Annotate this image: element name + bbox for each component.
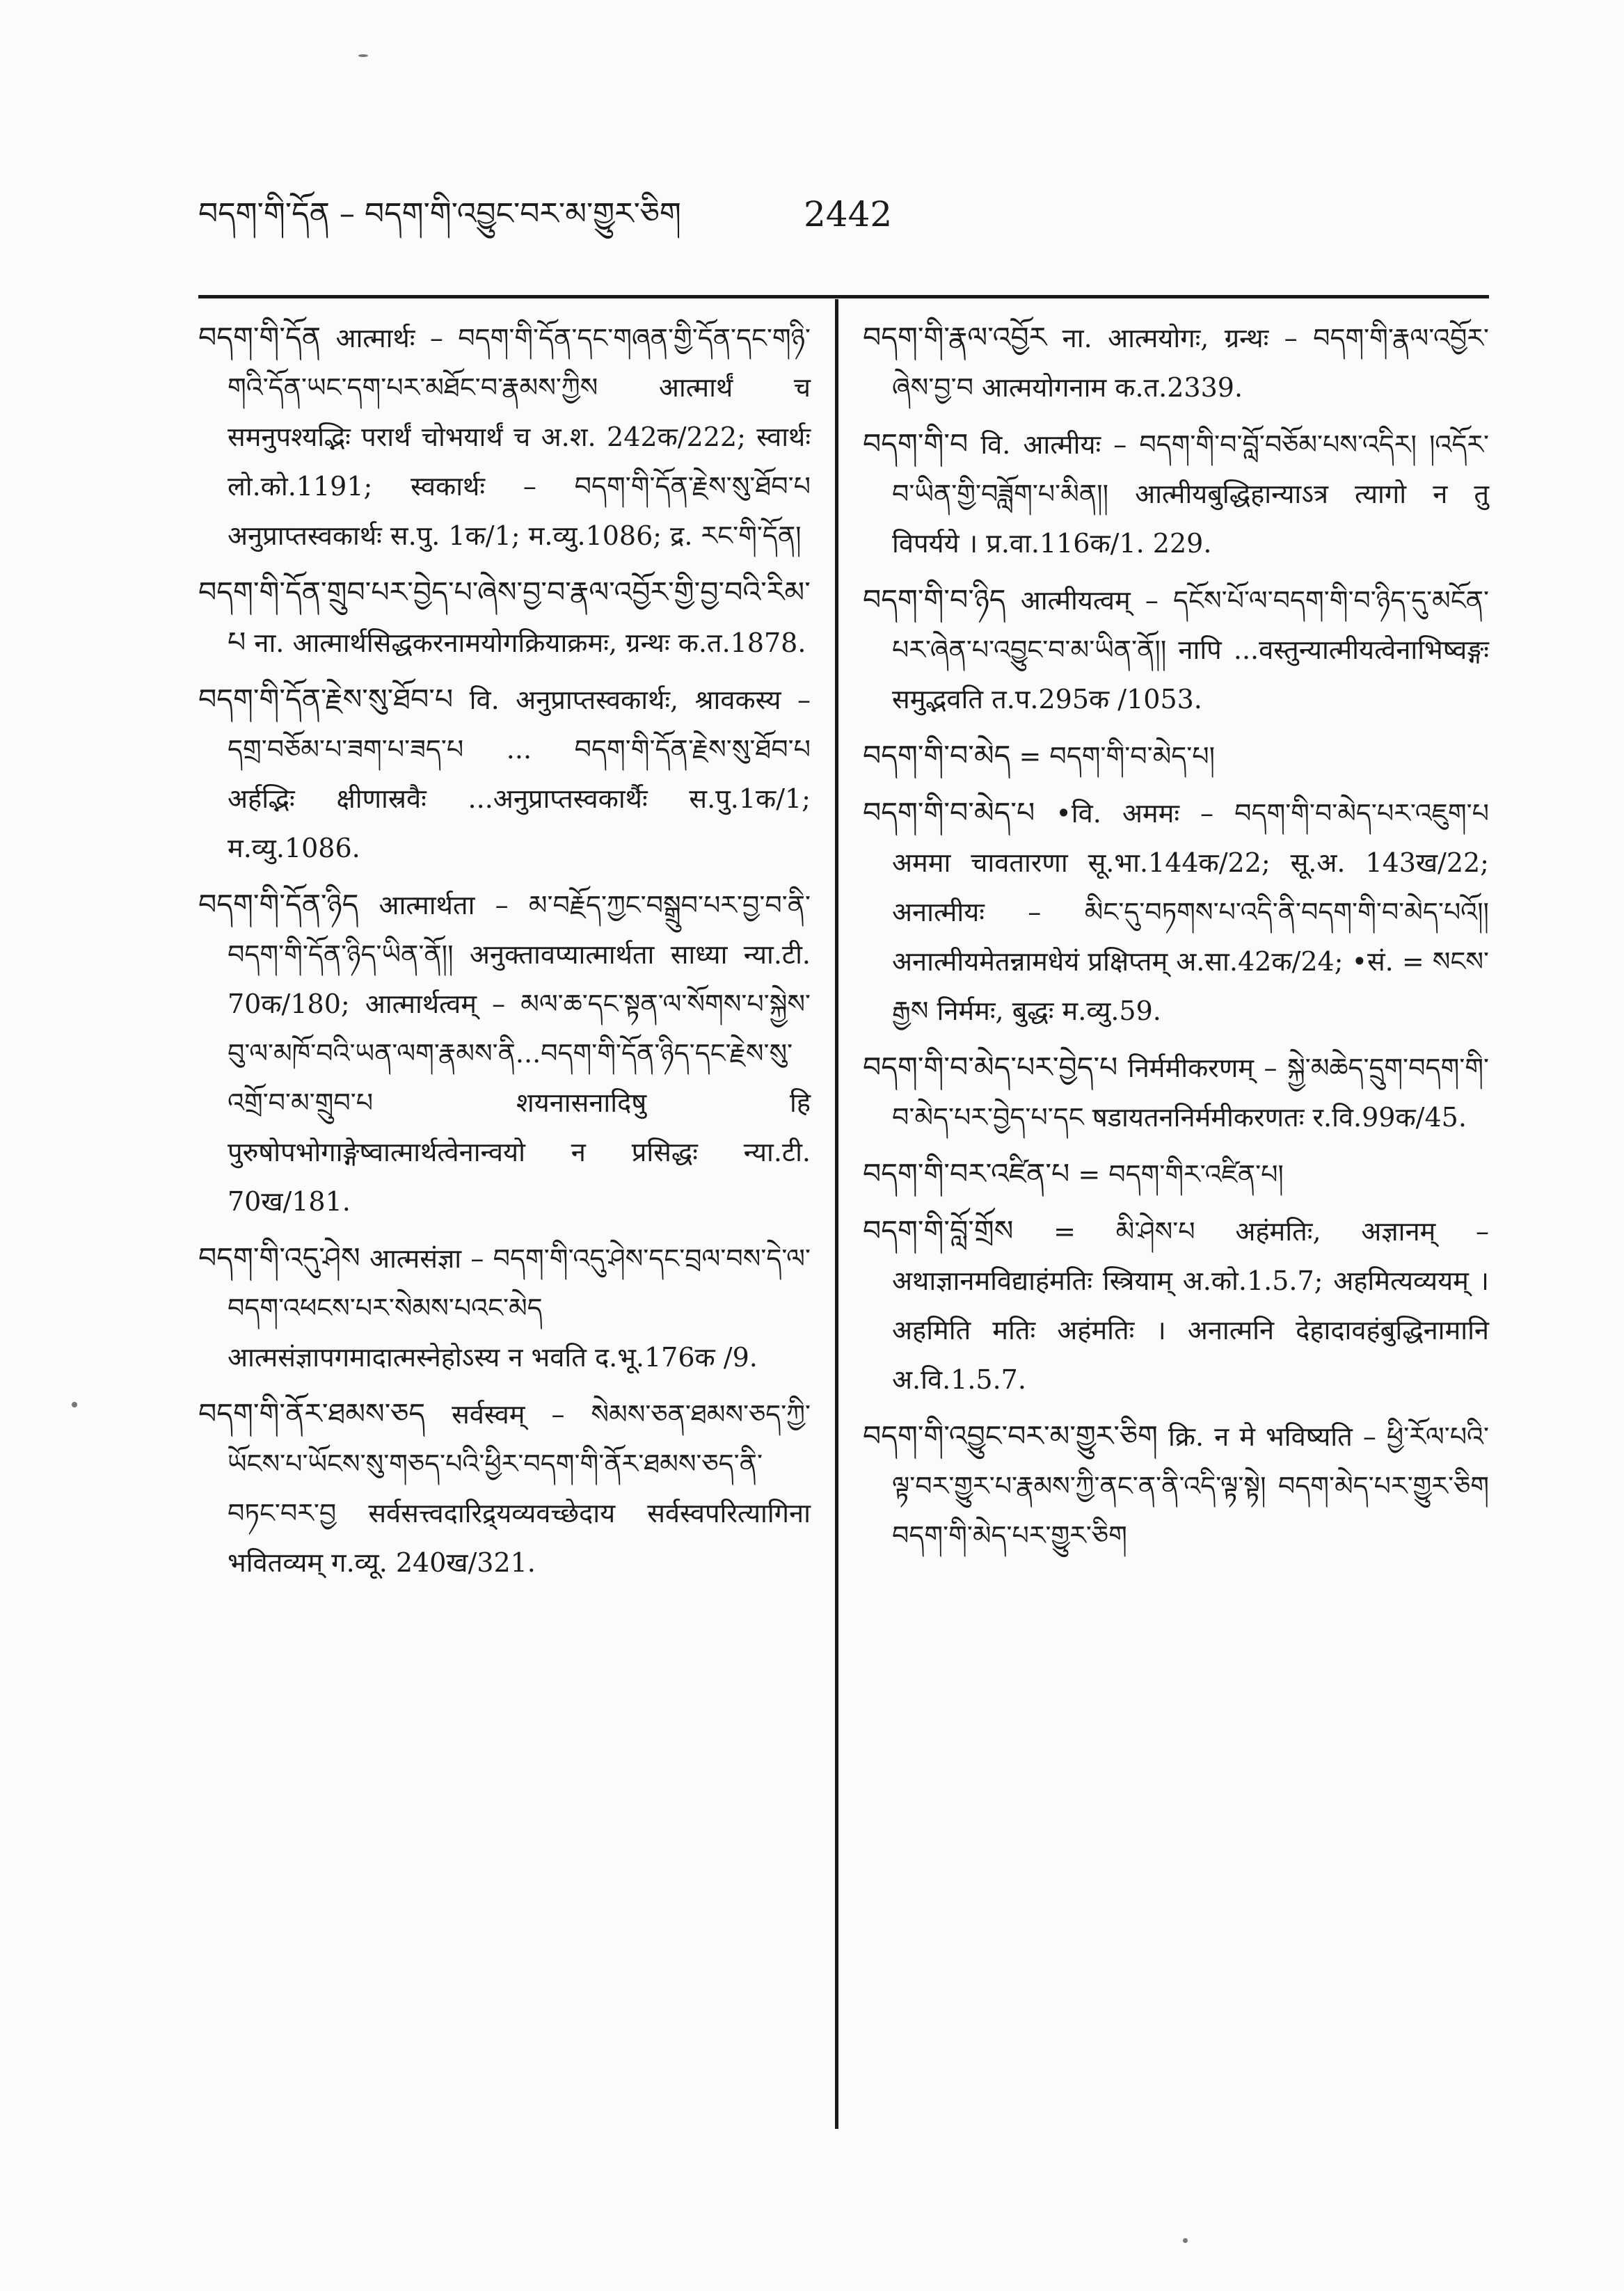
dictionary-entry (863, 313, 1489, 413)
entry-headword: བདག་གི་དོན་ཉིད (198, 888, 359, 921)
scan-artifact-dot (1183, 2238, 1188, 2243)
left-column (198, 313, 811, 1595)
page-header (198, 186, 1486, 242)
right-column (863, 313, 1489, 1567)
entry-headword: བདག་གི་འབྱུང་བར་མ་གྱུར་ཅིག (863, 1419, 1158, 1453)
entry-body: सर्वस्वम् – སེམས་ཅན་ཐམས་ཅད་ཀྱི་ཡོངས་པ་ཡོངས་སུ་གཅད་པའི་ཕྱིར་བདག་གི་ནོར་ཐམས་ཅད་ནི་བཏང་བར་བྱ सर्वसत्त्वदारिद्र्यव्यवच्छेदाय सर्वस्वपरित्यागिना भवितव्यम् ग.व्यू. 240ख/321. (228, 1399, 811, 1578)
entry-body: क्रि. न मे भविष्यति – ཕྱི་རོལ་པའི་ལྟ་བར་གྱུར་པ་རྣམས་ཀྱི་ནང་ན་ནི་འདི་ལྟ་སྟེ། བདག་མེད་པར་གྱུར་ཅིག བདག་གི་མེད་པར་གྱུར་ཅིག (892, 1421, 1489, 1551)
entry-body: = མི་ཤེས་པ अहंमतिः, अज्ञानम् – अथाज्ञानमविद्याहंमतिः स्त्रियाम् अ.को.1.5.7; अहमित्यव्ययम् । अहमिति मतिः अहंमतिः । अनात्मनि देहादावहंबुद्धिनामानि अ.वि.1.5.7. (892, 1216, 1489, 1395)
dictionary-entry (863, 788, 1489, 1036)
entry-headword: བདག་གི་བ་མེད (863, 739, 1011, 772)
dictionary-entry (198, 313, 811, 561)
entry-headword: བདག་གི་བ་མེད་པར་བྱེད་པ (863, 1051, 1118, 1084)
entry-headword: བདག་གི་བ (863, 427, 969, 461)
dictionary-entry (863, 1412, 1489, 1560)
entry-body: ना. आत्मयोगः, ग्रन्थः – བདག་གི་རྣལ་འབྱོར་ཞེས་བྱ་བ आत्मयोगनाम क.त.2339. (892, 323, 1489, 403)
scan-artifact-dot (358, 54, 368, 57)
dictionary-entry (863, 1149, 1489, 1199)
entry-body: आत्मीयत्वम् – དངོས་པོ་ལ་བདག་གི་བ་ཉིད་དུ་མངོན་པར་ཞེན་པ་འབྱུང་བ་མ་ཡིན་ནོ།། नापि ...वस्तुन्यात्मीयत्वेनाभिष्वङ्गः समुद्भवति त.प.295क /1053. (892, 585, 1489, 715)
dictionary-entry (863, 731, 1489, 781)
entry-body: ना. आत्मार्थसिद्धकरनामयोगक्रियाक्रमः, ग्रन्थः क.त.1878. (254, 628, 806, 658)
entry-headword: བདག་གི་བ་མེད་པ (863, 796, 1035, 829)
dictionary-entry (863, 420, 1489, 568)
entry-body: वि. आत्मीयः – བདག་གི་བ་བློ་བཅོམ་པས་འདིར། །འདོར་བ་ཡིན་གྱི་བཟློག་པ་མིན།། आत्मीयबुद्धिहान्याऽत्र त्यागो न तु विपर्यये । प्र.वा.116क/1. 229. (892, 429, 1489, 559)
entry-body: आत्मार्थः – བདག་གི་དོན་དང་གཞན་གྱི་དོན་དང་གཉི་གའི་དོན་ཡང་དག་པར་མཐོང་བ་རྣམས་ཀྱིས आत्मार्थं च समनुपश्यद्भिः परार्थं चोभयार्थं च अ.श. 242क/222; स्वार्थः लो.को.1191; स्वकार्थः – བདག་གི་དོན་རྗེས་སུ་ཐོབ་པ अनुप्राप्तस्वकार्थः स.पु. 1क/1; म.व्यु.1086; द्र. རང་གི་དོན། (228, 323, 811, 551)
dictionary-entry (863, 1043, 1489, 1142)
header-rule (198, 295, 1489, 298)
entry-body: आत्मार्थता – མ་བརྗོད་ཀྱང་བསྒྲུབ་པར་བྱ་བ་ནི་བདག་གི་དོན་ཉིད་ཡིན་ནོ།། अनुक्तावप्यात्मार्थता साध्या न्या.टी. 70क/180; आत्मार्थत्वम् – མལ་ཆ་དང་སྟན་ལ་སོགས་པ་སྐྱེས་བུ་ལ་མཁོ་བའི་ཡན་ལག་རྣམས་ནི...བདག་གི་དོན་ཉིད་དང་རྗེས་སུ་འགྲོ་བ་མ་གྲུབ་པ शयनासनादिषु हि पुरुषोपभोगाङ्गेष्वात्मार्थत्वेनान्वयो न प्रसिद्धः न्या.टी. 70ख/181. (228, 890, 811, 1217)
page-number: 2442 (804, 194, 893, 234)
entry-body: = བདག་གི་བ་མེད་པ། (1019, 741, 1216, 772)
dictionary-entry (198, 675, 811, 873)
scan-artifact-dot (72, 1402, 77, 1407)
entry-headword: བདག་གི་འདུ་ཤེས (198, 1241, 360, 1275)
dictionary-entry (863, 575, 1489, 724)
entry-headword: བདག་གི་བློ་གྲོས (863, 1214, 1014, 1247)
entry-headword: བདག་གི་དོན (198, 321, 321, 354)
entry-body: वि. अनुप्राप्तस्वकार्थः, श्रावकस्य – དགྲ་བཅོམ་པ་ཟག་པ་ཟད་པ ... བདག་གི་དོན་རྗེས་སུ་ཐོབ་པ अर्हद्भिः क्षीणास्रवैः ...अनुप्राप्तस्वकार्थैः स.पु.1क/1; म.व्यु.1086. (228, 685, 811, 863)
entry-body: निर्ममीकरणम् – སྐྱེ་མཆེད་དྲུག་བདག་གི་བ་མེད་པར་བྱེད་པ་དང षडायतननिर्ममीकरणतः र.वि.99क/45. (892, 1053, 1489, 1133)
entry-body: •वि. अममः – བདག་གི་བ་མེད་པར་འཇུག་པ अममा चावतारणा सू.भा.144क/22; सू.अ. 143ख/22; अनात्मीयः – མིང་དུ་བཏགས་པ་འདི་ནི་བདག་གི་བ་མེད་པའོ།། अनात्मीयमेतन्नामधेयं प्रक्षिप्तम् अ.सा.42क/24; •सं. = སངས་རྒྱས निर्ममः, बुद्धः म.व्यु.59. (892, 798, 1489, 1026)
entry-headword: བདག་གི་དོན་རྗེས་སུ་ཐོབ་པ (198, 682, 454, 716)
dictionary-entry (198, 1389, 811, 1588)
dictionary-entry (198, 880, 811, 1227)
entry-body: आत्मसंज्ञा – བདག་གི་འདུ་ཤེས་དང་བྲལ་བས་དེ་ལ་བདག་འཕངས་པར་སེམས་པའང་མེད आत्मसंज्ञापगमादात्मस्नेहोऽस्य न भवति द.भू.176क /9. (228, 1243, 811, 1373)
dictionary-entry (198, 568, 811, 668)
column-divider (835, 299, 838, 2129)
dictionary-entry (198, 1234, 811, 1382)
entry-headword: བདག་གི་དོན་གྲུབ་པར་བྱེད་པ་ཞེས་བྱ་བ་རྣལ་འབྱོར་གྱི་བྱ་བའི་རིམ་པ (198, 575, 811, 659)
entry-headword: བདག་གི་ནོར་ཐམས་ཅད (198, 1397, 426, 1430)
entry-headword: བདག་གི་རྣལ་འབྱོར (863, 321, 1047, 354)
running-head: བདག་གི་དོན – བདག་གི་འབྱུང་བར་མ་གྱུར་ཅིག (198, 196, 681, 232)
dictionary-entry (863, 1206, 1489, 1405)
entry-headword: བདག་གི་བར་འཛིན་པ (863, 1157, 1070, 1190)
entry-body: = བདག་གིར་འཛིན་པ། (1078, 1159, 1284, 1190)
entry-headword: བདག་གི་བ་ཉིད (863, 583, 1006, 616)
